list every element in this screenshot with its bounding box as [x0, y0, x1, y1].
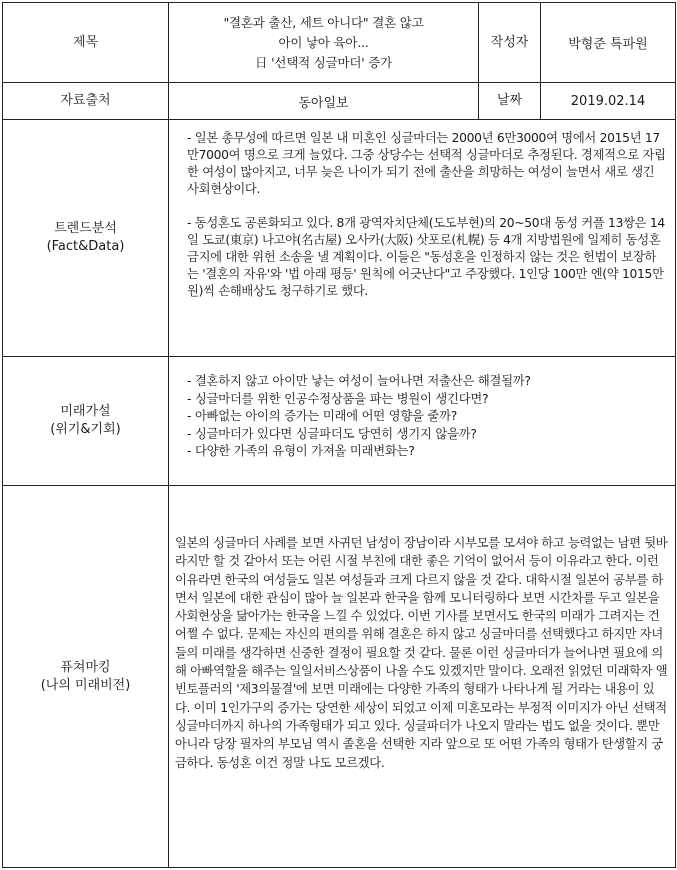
author-value: 박형준 특파원 — [541, 3, 676, 83]
title-line: 아이 낳아 육아... — [278, 34, 369, 50]
date-value: 2019.02.14 — [541, 83, 676, 120]
source-value: 동아일보 — [169, 83, 479, 120]
list-item: - 싱글마더를 위한 인공수정상품을 파는 병원이 생긴다면? — [187, 391, 489, 406]
trend-row — [3, 120, 676, 357]
hypothesis-label-line: 미래가설 — [60, 404, 111, 419]
source-label: 자료출처 — [3, 83, 169, 120]
hypothesis-row — [3, 357, 676, 486]
report-table — [2, 2, 676, 868]
hypothesis-label — [3, 357, 169, 486]
futuring-label — [3, 486, 169, 868]
futuring-row — [3, 486, 676, 868]
hypothesis-list — [187, 373, 667, 461]
trend-label — [3, 120, 169, 357]
futuring-content — [169, 486, 676, 868]
title-line: "결혼과 출산, 세트 아니다" 결혼 않고 — [223, 14, 424, 30]
trend-content — [169, 120, 676, 357]
list-item: - 다양한 가족의 유형이 가져올 미래변화는? — [187, 444, 415, 458]
futuring-label-line: (나의 미래비전) — [40, 677, 131, 693]
source-row — [3, 83, 676, 120]
title-row — [3, 3, 676, 83]
list-item: - 아빠없는 아이의 증가는 미래에 어떤 영향을 줄까? — [187, 409, 458, 423]
author-label: 작성자 — [479, 3, 541, 83]
trend-label-line: 트렌드분석 — [54, 221, 117, 236]
hypothesis-content — [169, 357, 676, 486]
title-line: 日 '선택적 싱글마더' 증가 — [255, 54, 392, 70]
trend-paragraph: - 일본 총무성에 따르면 일본 내 미혼인 싱글마더는 2000년 6만3000여 명에서 2015년 17만7000여 명으로 크게 늘었다. 그중 상당수는 선택적 싱글마더로 추정된다. 경제적으로 자립한 여성이 많아지고, 너무 늦은 나이가 되기 전에 출산을 희망하는 여성이 늘면서 새로 생긴 사회현상이다. — [187, 131, 666, 196]
futuring-label-line: 퓨쳐마킹 — [60, 659, 111, 675]
title-label: 제목 — [3, 3, 169, 83]
list-item: - 싱글마더가 있다면 싱글파더도 당연히 생기지 않을까? — [187, 426, 477, 441]
article-title — [169, 3, 479, 83]
date-label: 날짜 — [479, 83, 541, 120]
trend-paragraph: - 동성혼도 공론화되고 있다. 8개 광역자치단체(도도부현)의 20~50대 동성 커플 13쌍은 14일 도쿄(東京) 나고야(名古屋) 오사카(大阪) 삿포로(札幌) 등 4개 지방법원에 일제히 동성혼 금지에 대한 위헌 소송을 낼 계획이다. 이들은 "동성혼을 인정하지 않는 것은 헌법이 보장하는 '결혼의 자유'와 '법 아래 평등' 원칙에 어긋난다"고 주장했다. 1인당 100만 엔(약 1015만 원)씩 손해배상도 청구하기로 했다. — [187, 216, 665, 298]
trend-label-line: (Fact&Data) — [46, 239, 125, 254]
hypothesis-label-line: (위기&기회) — [50, 422, 121, 437]
futuring-text: 일본의 싱글마더 사례를 보면 사귀던 남성이 장남이라 시부모를 모셔야 하고 능력없는 남편 뒷바라지만 할 것 같아서 또는 어린 시절 부친에 대한 좋은 기억이 없어서 등이 이유라고 한다. 이런 이유라면 한국의 여성들도 일본 여성들과 크게 다르지 않을 것 같다. 대학시절 일본어 공부를 하면서 일본에 대한 관심이 많아 늘 일본과 한국을 함께 모니터링하다 보면 시간차를 두고 일본을 사회현상을 닮아가는 한국을 느낄 수 있었다. 이번 기사를 보면서도 한국의 미래가 그려지는 건 어쩔 수 없다. 문제는 자신의 편의를 위해 결혼은 하지 않고 싱글마더를 선택했다고 하지만 자녀들의 미래를 생각하면 신중한 결정이 필요할 것 같다. 물론 이런 싱글마더가 늘어나면 필요에 의해 아빠역할을 해주는 일일서비스상품이 나올 수도 있겠지만 말이다. 오래전 읽었던 미래학자 앨빈토플러의 '제3의물결'에 보면 미래에는 다양한 가족의 형태가 나타나게 될 거라는 내용이 있다. 이미 1인가구의 증가는 당연한 세상이 되었고 이제 미혼모라는 부정적 이미지가 아닌 선택적 싱글마더까지 하나의 가족형태가 되고 있다. 싱글파더가 나오지 말라는 법도 없을 것이다. 뿐만 아니라 당장 필자의 부모님 역시 졸혼을 선택한 지라 앞으로 또 어떤 가족의 형태가 탄생할지 궁금하다. 동성혼 이건 정말 나도 모르겠다. — [175, 536, 668, 770]
list-item: - 결혼하지 않고 아이만 낳는 여성이 늘어나면 저출산은 해결될까? — [187, 374, 531, 388]
